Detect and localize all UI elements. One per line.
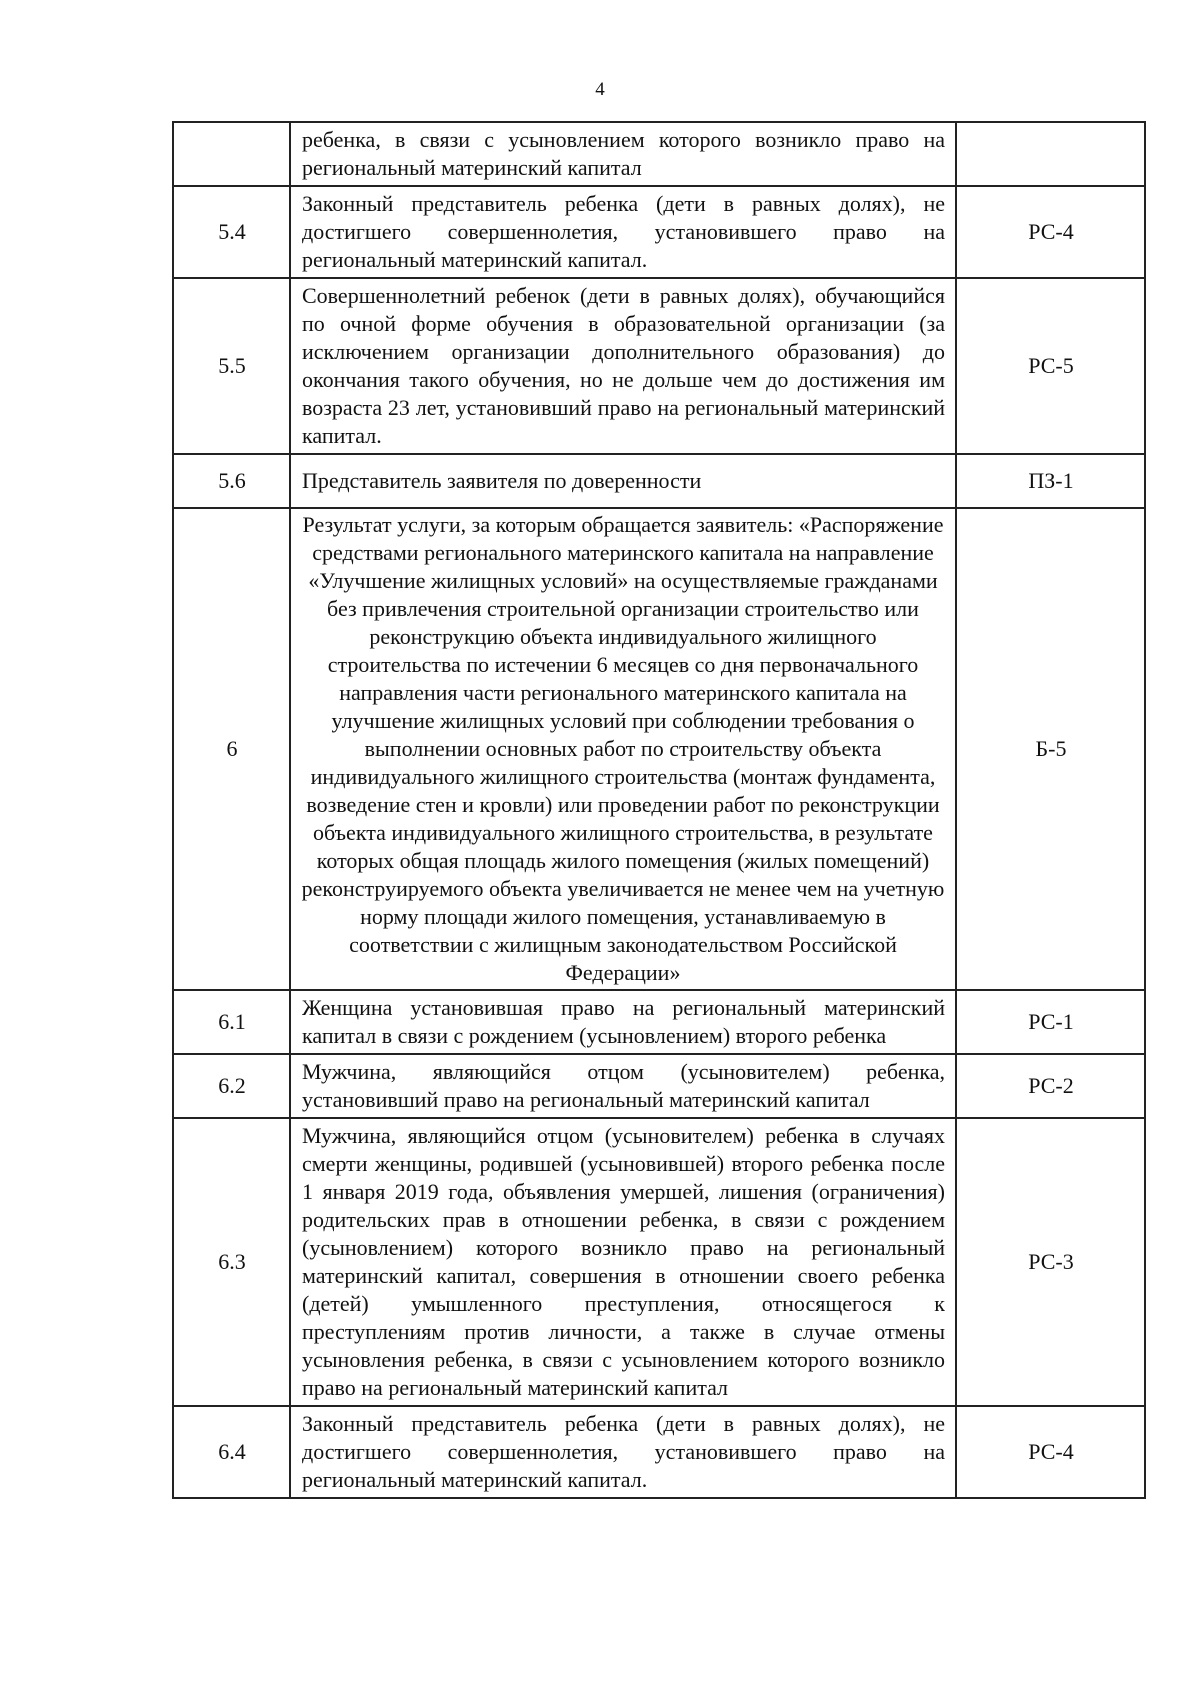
row-code: РС-4: [956, 1406, 1145, 1498]
table-row: [173, 508, 1145, 990]
table-row: [173, 990, 1145, 1054]
row-code: РС-2: [956, 1054, 1145, 1118]
row-number: [173, 122, 290, 186]
row-description: Совершеннолетний ребенок (дети в равных долях), обучающийся по очной форме обучения в образовательной организации (за исключением организации дополнительного образования) до окончания такого обучения, но не дольше чем до достижения им возраста 23 лет, установивший право на региональный материнский капитал.: [290, 278, 956, 454]
row-number: 5.6: [173, 454, 290, 508]
row-code: Б-5: [956, 508, 1145, 990]
row-number: 6.3: [173, 1118, 290, 1406]
row-description: Мужчина, являющийся отцом (усыновителем) ребенка, установивший право на региональный материнский капитал: [290, 1054, 956, 1118]
table-row: [173, 454, 1145, 508]
table-row: [173, 122, 1145, 186]
table-row: [173, 1054, 1145, 1118]
row-description: Законный представитель ребенка (дети в равных долях), не достигшего совершеннолетия, установившего право на региональный материнский капитал.: [290, 1406, 956, 1498]
table-row: [173, 1118, 1145, 1406]
row-number: 6.1: [173, 990, 290, 1054]
page-number: 4: [595, 79, 605, 100]
applicant-categories-table: [172, 121, 1146, 1499]
row-number: 5.4: [173, 186, 290, 278]
row-description: Женщина установившая право на региональный материнский капитал в связи с рождением (усыновлением) второго ребенка: [290, 990, 956, 1054]
row-description: Законный представитель ребенка (дети в равных долях), не достигшего совершеннолетия, установившего право на региональный материнский капитал.: [290, 186, 956, 278]
row-code: РС-1: [956, 990, 1145, 1054]
row-code: ПЗ-1: [956, 454, 1145, 508]
row-code: [956, 122, 1145, 186]
row-number: 6.2: [173, 1054, 290, 1118]
row-code: РС-4: [956, 186, 1145, 278]
row-code: РС-3: [956, 1118, 1145, 1406]
row-number: 5.5: [173, 278, 290, 454]
row-description: Представитель заявителя по доверенности: [290, 454, 956, 508]
row-number: 6.4: [173, 1406, 290, 1498]
service-result-description: Результат услуги, за которым обращается заявитель: «Распоряжение средствами регионального материнского капитала на направление «Улучшение жилищных условий» на осуществляемые гражданами без привлечения строительной организации строительство или реконструкцию объекта индивидуального жилищного строительства по истечении 6 месяцев со дня первоначального направления части регионального материнского капитала на улучшение жилищных условий при соблюдении требования о выполнении основных работ по строительству объекта индивидуального жилищного строительства (монтаж фундамента, возведение стен и кровли) или проведении работ по реконструкции объекта индивидуального жилищного строительства, в результате которых общая площадь жилого помещения (жилых помещений) реконструируемого объекта увеличивается не менее чем на учетную норму площади жилого помещения, устанавливаемую в соответствии с жилищным законодательством Российской Федерации»: [290, 508, 956, 990]
table-row: [173, 278, 1145, 454]
row-code: РС-5: [956, 278, 1145, 454]
row-description: ребенка, в связи с усыновлением которого возникло право на региональный материнский капитал: [290, 122, 956, 186]
row-number: 6: [173, 508, 290, 990]
table-row: [173, 1406, 1145, 1498]
table-row: [173, 186, 1145, 278]
row-description: Мужчина, являющийся отцом (усыновителем) ребенка в случаях смерти женщины, родившей (усыновившей) второго ребенка после 1 января 2019 года, объявления умершей, лишения (ограничения) родительских прав в отношении ребенка, в связи с рождением (усыновлением) которого возникло право на региональный материнский капитал, совершения в отношении своего ребенка (детей) умышленного преступления, относящегося к преступлениям против личности, а также в случае отмены усыновления ребенка, в связи с усыновлением которого возникло право на региональный материнский капитал: [290, 1118, 956, 1406]
